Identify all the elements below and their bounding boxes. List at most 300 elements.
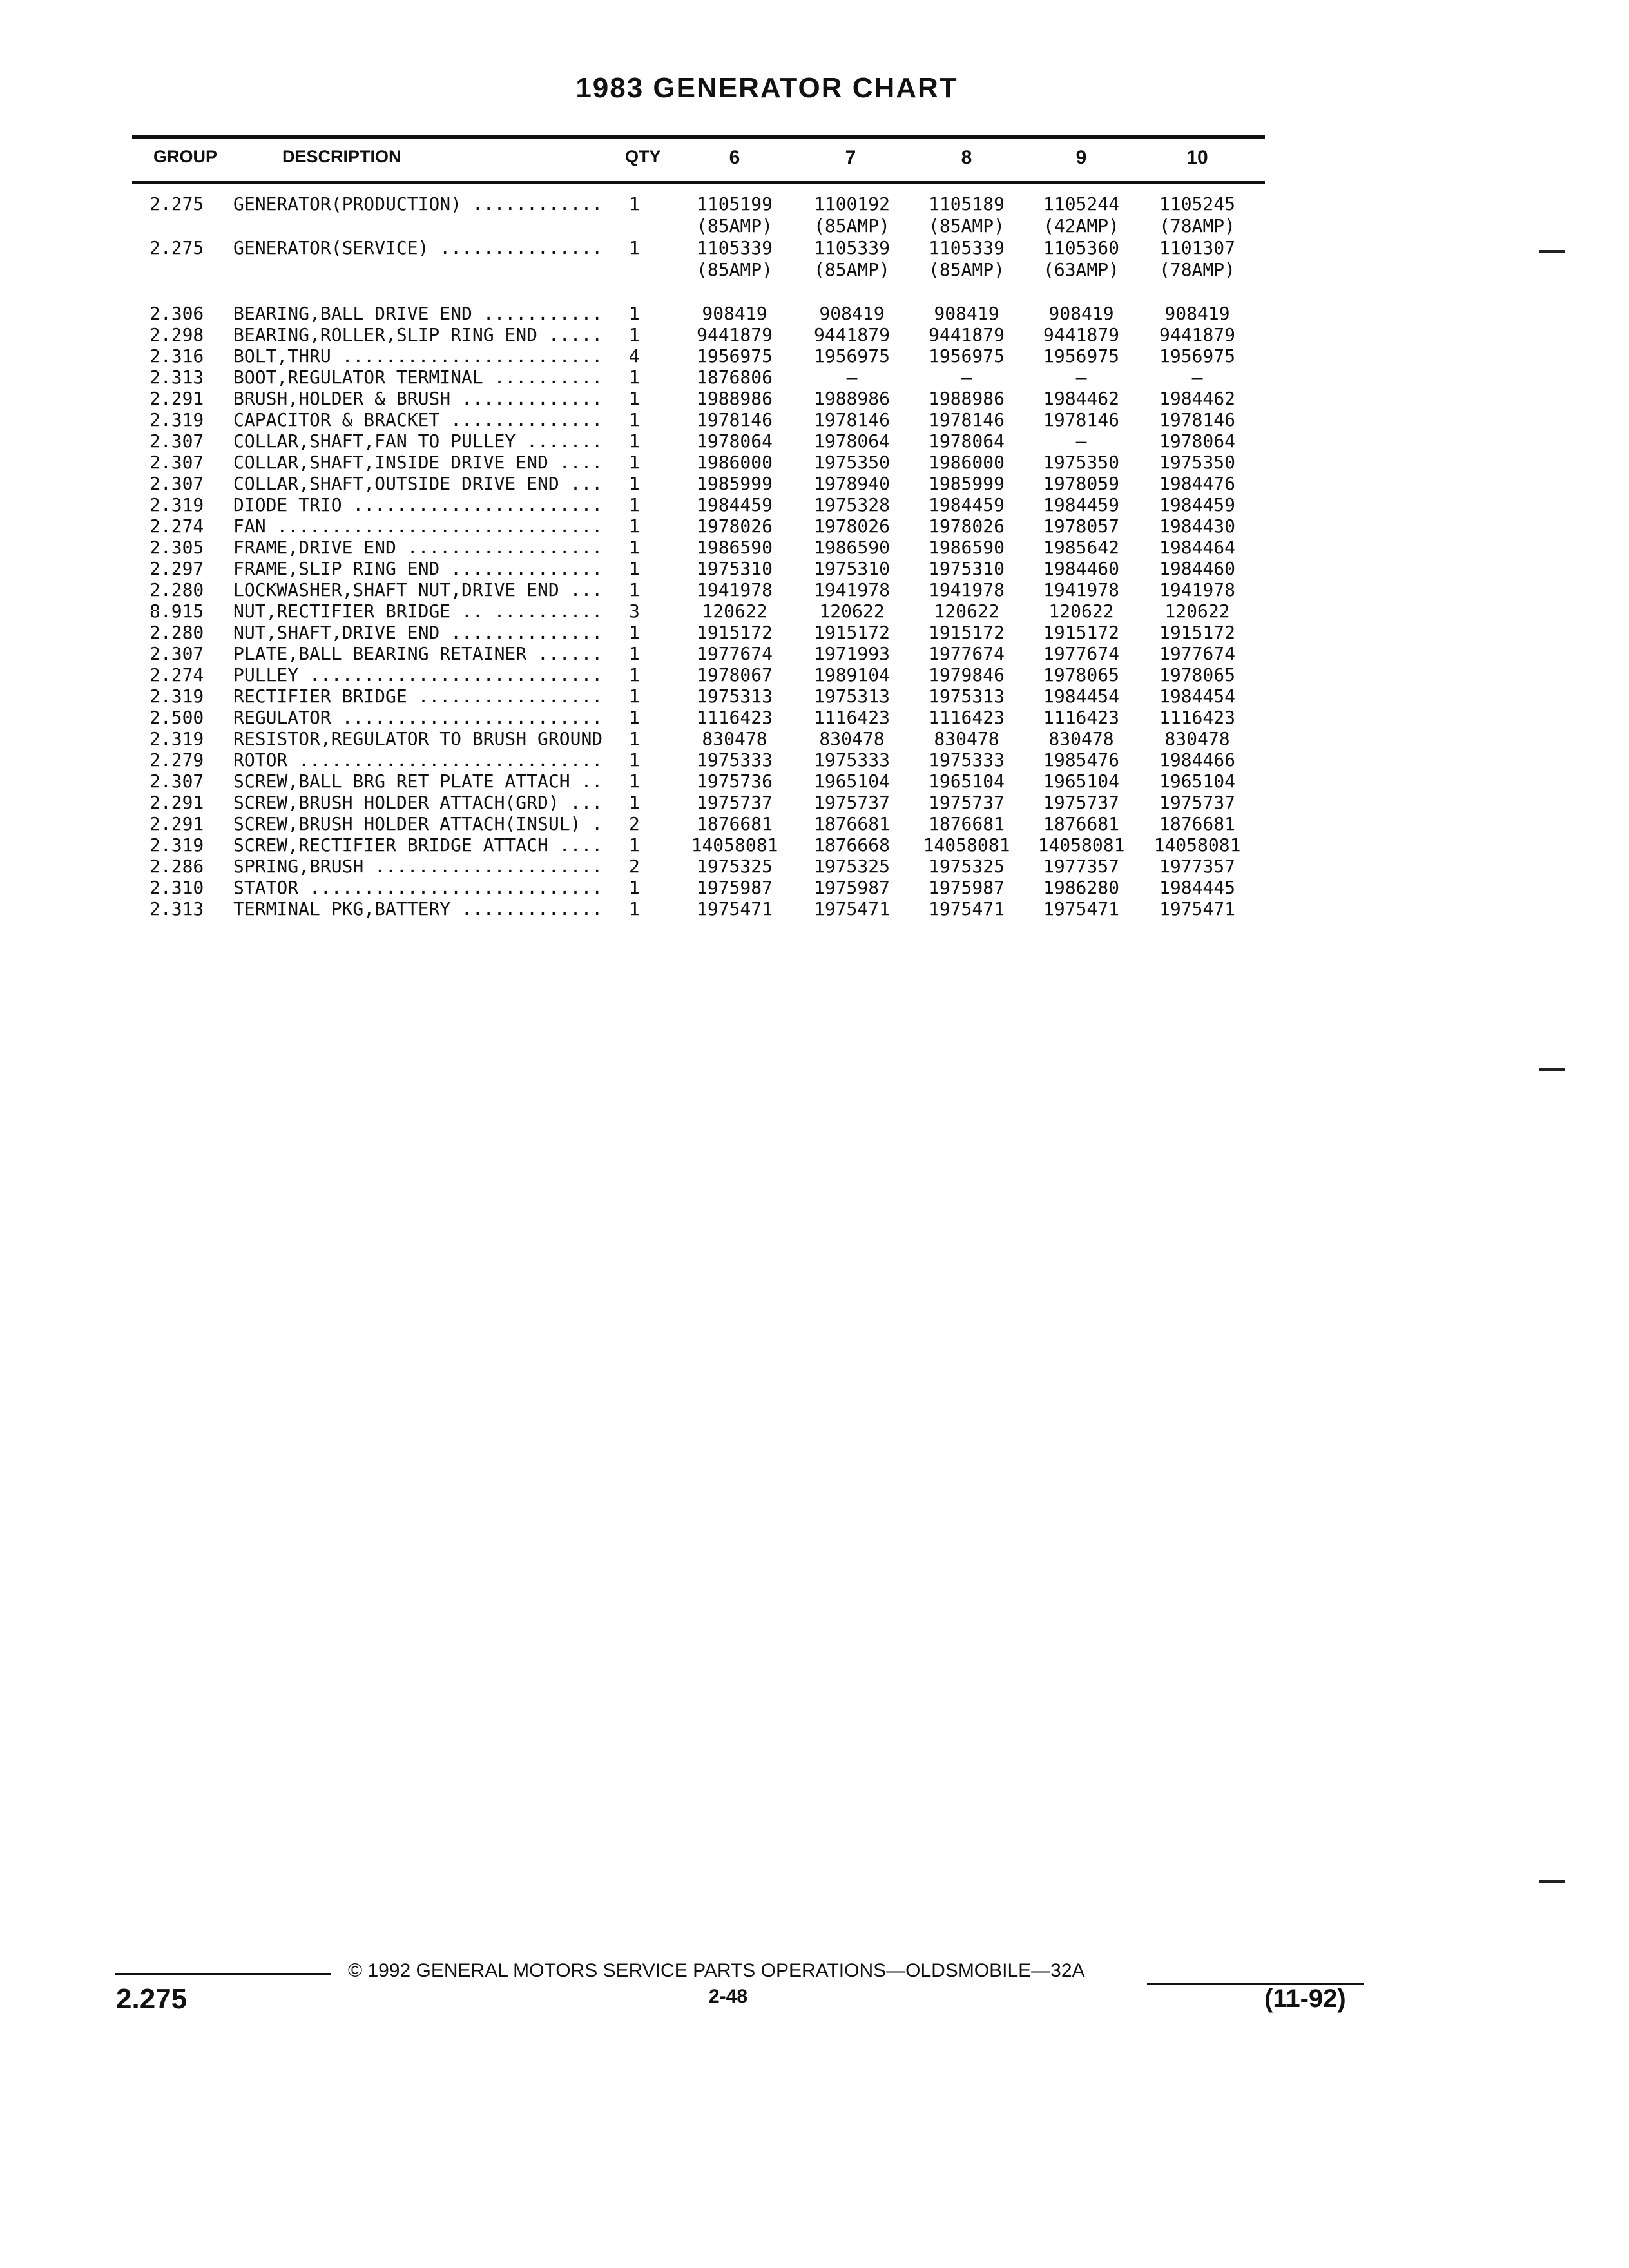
qty-cell: 1 bbox=[629, 324, 640, 345]
table-row bbox=[0, 537, 1629, 559]
part-number-cell: 1956975 bbox=[928, 345, 1005, 367]
qty-cell: 1 bbox=[629, 898, 640, 919]
part-number-cell: 120622 bbox=[1048, 601, 1114, 622]
qty-cell: 1 bbox=[629, 452, 640, 473]
table-row bbox=[0, 388, 1629, 410]
qty-cell: 1 bbox=[629, 749, 640, 771]
part-number-cell: 1965104 bbox=[813, 771, 890, 792]
qty-cell: 1 bbox=[629, 622, 640, 643]
part-number-cell: (78AMP) bbox=[1159, 215, 1235, 236]
part-number-cell: 1876681 bbox=[928, 813, 1005, 834]
part-number-cell: 1978146 bbox=[1043, 409, 1119, 430]
part-number-cell: 1876681 bbox=[1043, 813, 1119, 834]
description-cell: COLLAR,SHAFT,FAN TO PULLEY ....... bbox=[233, 430, 603, 452]
part-number-cell: 1977357 bbox=[1159, 856, 1235, 877]
part-number-cell: 1975737 bbox=[696, 792, 773, 813]
qty-cell: 1 bbox=[629, 409, 640, 430]
part-number-cell: 1975310 bbox=[696, 558, 773, 579]
group-cell: 2.310 bbox=[149, 877, 204, 898]
part-number-cell: 1986000 bbox=[928, 452, 1005, 473]
table-row bbox=[0, 324, 1629, 346]
part-number-cell: 1984445 bbox=[1159, 877, 1235, 898]
part-number-cell: 9441879 bbox=[1159, 324, 1235, 345]
part-number-cell: 1975333 bbox=[696, 749, 773, 771]
description-cell: PLATE,BALL BEARING RETAINER ...... bbox=[233, 643, 603, 664]
part-number-cell: (78AMP) bbox=[1159, 259, 1235, 280]
part-number-cell: 1984459 bbox=[1043, 494, 1119, 515]
group-cell: 2.275 bbox=[149, 193, 204, 215]
footer-copyright: © 1992 GENERAL MOTORS SERVICE PARTS OPERATIONS—OLDSMOBILE—32A bbox=[348, 1960, 1085, 1981]
qty-cell: 1 bbox=[629, 558, 640, 579]
description-cell: COLLAR,SHAFT,INSIDE DRIVE END .... bbox=[233, 452, 603, 473]
part-number-cell: 1978940 bbox=[813, 473, 890, 494]
description-cell: RESISTOR,REGULATOR TO BRUSH GROUND bbox=[233, 728, 603, 749]
part-number-cell: 14058081 bbox=[1153, 834, 1241, 856]
part-number-cell: 1978067 bbox=[696, 664, 773, 686]
part-number-cell: 1978057 bbox=[1043, 515, 1119, 537]
part-number-cell: 1975325 bbox=[813, 856, 890, 877]
qty-cell: 1 bbox=[629, 771, 640, 792]
part-number-cell: 1105339 bbox=[813, 237, 890, 258]
part-number-cell: 1116423 bbox=[696, 707, 773, 728]
part-number-cell: 1876668 bbox=[813, 834, 890, 856]
part-number-cell: 1975313 bbox=[696, 686, 773, 707]
part-number-cell: 1941978 bbox=[1043, 579, 1119, 601]
part-number-cell: 1985999 bbox=[928, 473, 1005, 494]
group-cell: 2.307 bbox=[149, 771, 204, 792]
group-cell: 2.500 bbox=[149, 707, 204, 728]
part-number-cell: 1956975 bbox=[1159, 345, 1235, 367]
part-number-cell: 1978026 bbox=[813, 515, 890, 537]
qty-cell: 1 bbox=[629, 193, 640, 215]
description-cell: BOOT,REGULATOR TERMINAL .......... bbox=[233, 367, 603, 388]
part-number-cell: 1876681 bbox=[696, 813, 773, 834]
description-cell: CAPACITOR & BRACKET .............. bbox=[233, 409, 603, 430]
part-number-cell: 1975987 bbox=[696, 877, 773, 898]
table-row bbox=[0, 367, 1629, 389]
part-number-cell: 1978065 bbox=[1043, 664, 1119, 686]
part-number-cell: 1915172 bbox=[696, 622, 773, 643]
part-number-cell: 1876806 bbox=[696, 367, 773, 388]
part-number-cell: 1975350 bbox=[813, 452, 890, 473]
description-cell: BEARING,ROLLER,SLIP RING END ..... bbox=[233, 324, 603, 345]
description-cell: STATOR ........................... bbox=[233, 877, 603, 898]
table-row bbox=[0, 728, 1629, 750]
part-number-cell: 1978065 bbox=[1159, 664, 1235, 686]
part-number-cell: 9441879 bbox=[813, 324, 890, 345]
part-number-cell: 1984462 bbox=[1043, 388, 1119, 409]
part-number-cell: 1988986 bbox=[813, 388, 890, 409]
qty-cell: 1 bbox=[629, 430, 640, 452]
part-number-cell: 1986590 bbox=[928, 537, 1005, 558]
group-cell: 2.319 bbox=[149, 409, 204, 430]
group-cell: 2.307 bbox=[149, 452, 204, 473]
qty-cell: 1 bbox=[629, 728, 640, 749]
part-number-cell: 1105245 bbox=[1159, 193, 1235, 215]
qty-cell: 1 bbox=[629, 792, 640, 813]
group-cell: 2.291 bbox=[149, 813, 204, 834]
table-row bbox=[0, 749, 1629, 771]
header-col-9: 9 bbox=[1075, 147, 1087, 168]
header-qty: QTY bbox=[625, 147, 661, 166]
group-cell: 2.307 bbox=[149, 643, 204, 664]
part-number-cell: 1975737 bbox=[1043, 792, 1119, 813]
part-number-cell: 1876681 bbox=[813, 813, 890, 834]
header-col-8: 8 bbox=[961, 147, 972, 168]
part-number-cell: (85AMP) bbox=[928, 259, 1005, 280]
group-cell: 2.280 bbox=[149, 622, 204, 643]
description-cell: RECTIFIER BRIDGE ................. bbox=[233, 686, 603, 707]
part-number-cell: 908419 bbox=[934, 303, 999, 324]
qty-cell: 2 bbox=[629, 856, 640, 877]
footer-section-number: 2.275 bbox=[116, 1983, 188, 2015]
part-number-cell: 9441879 bbox=[928, 324, 1005, 345]
qty-cell: 1 bbox=[629, 643, 640, 664]
part-number-cell: 1984476 bbox=[1159, 473, 1235, 494]
qty-cell: 1 bbox=[629, 515, 640, 537]
table-row bbox=[0, 686, 1629, 707]
part-number-cell: 830478 bbox=[934, 728, 999, 749]
part-number-cell: 1975333 bbox=[928, 749, 1005, 771]
table-row bbox=[0, 237, 1629, 259]
part-number-cell: 1975313 bbox=[928, 686, 1005, 707]
qty-cell: 3 bbox=[629, 601, 640, 622]
part-number-cell: 1975313 bbox=[813, 686, 890, 707]
qty-cell: 2 bbox=[629, 813, 640, 834]
part-number-cell: 1978146 bbox=[928, 409, 1005, 430]
part-number-cell: 1977357 bbox=[1043, 856, 1119, 877]
part-number-cell: 1984454 bbox=[1043, 686, 1119, 707]
part-number-cell: 120622 bbox=[819, 601, 885, 622]
footer-page-number: 2-48 bbox=[709, 1986, 748, 2007]
part-number-cell: 1978064 bbox=[696, 430, 773, 452]
part-number-cell: 1977674 bbox=[1043, 643, 1119, 664]
part-number-cell: 1975350 bbox=[1043, 452, 1119, 473]
table-row bbox=[0, 452, 1629, 474]
description-cell: FAN .............................. bbox=[233, 515, 603, 537]
table-row bbox=[0, 664, 1629, 686]
qty-cell: 1 bbox=[629, 579, 640, 601]
part-number-cell: 1105339 bbox=[928, 237, 1005, 258]
part-number-cell: (85AMP) bbox=[813, 259, 890, 280]
qty-cell: 1 bbox=[629, 686, 640, 707]
part-number-cell: 908419 bbox=[1164, 303, 1230, 324]
part-number-cell: 14058081 bbox=[1037, 834, 1125, 856]
group-cell: 2.298 bbox=[149, 324, 204, 345]
part-number-cell: 1984466 bbox=[1159, 749, 1235, 771]
margin-mark bbox=[1539, 1880, 1565, 1883]
table-row bbox=[0, 215, 1629, 237]
part-number-cell: 1975471 bbox=[696, 898, 773, 919]
part-number-cell: 1105189 bbox=[928, 193, 1005, 215]
part-number-cell: 1984460 bbox=[1043, 558, 1119, 579]
qty-cell: 1 bbox=[629, 303, 640, 324]
table-row bbox=[0, 707, 1629, 729]
qty-cell: 1 bbox=[629, 473, 640, 494]
header-col-6: 6 bbox=[729, 147, 740, 168]
part-number-cell: 1988986 bbox=[696, 388, 773, 409]
description-cell: FRAME,SLIP RING END .............. bbox=[233, 558, 603, 579]
part-number-cell: 14058081 bbox=[923, 834, 1010, 856]
group-cell: 2.291 bbox=[149, 792, 204, 813]
table-row bbox=[0, 494, 1629, 516]
part-number-cell: 1975987 bbox=[928, 877, 1005, 898]
table-row bbox=[0, 898, 1629, 920]
table-row bbox=[0, 813, 1629, 835]
part-number-cell: 1984454 bbox=[1159, 686, 1235, 707]
part-number-cell: 908419 bbox=[1048, 303, 1114, 324]
description-cell: DIODE TRIO ....................... bbox=[233, 494, 603, 515]
part-number-cell: 1941978 bbox=[1159, 579, 1235, 601]
table-row bbox=[0, 601, 1629, 622]
part-number-cell: 9441879 bbox=[1043, 324, 1119, 345]
group-cell: 2.319 bbox=[149, 834, 204, 856]
part-number-cell: 1975333 bbox=[813, 749, 890, 771]
description-cell: BEARING,BALL DRIVE END ........... bbox=[233, 303, 603, 324]
part-number-cell: 1915172 bbox=[928, 622, 1005, 643]
description-cell: SCREW,BRUSH HOLDER ATTACH(INSUL) . bbox=[233, 813, 603, 834]
description-cell: PULLEY ........................... bbox=[233, 664, 603, 686]
part-number-cell: 1978146 bbox=[1159, 409, 1235, 430]
margin-mark bbox=[1539, 1068, 1565, 1071]
part-number-cell: — bbox=[1075, 430, 1087, 452]
part-number-cell: 1975310 bbox=[928, 558, 1005, 579]
table-row bbox=[0, 193, 1629, 215]
group-cell: 2.319 bbox=[149, 494, 204, 515]
part-number-cell: 1978026 bbox=[928, 515, 1005, 537]
part-number-cell: 120622 bbox=[702, 601, 767, 622]
part-number-cell: 1975737 bbox=[813, 792, 890, 813]
part-number-cell: 1985476 bbox=[1043, 749, 1119, 771]
group-cell: 2.274 bbox=[149, 664, 204, 686]
part-number-cell: 1986590 bbox=[813, 537, 890, 558]
group-cell: 2.306 bbox=[149, 303, 204, 324]
part-number-cell: 1975471 bbox=[1043, 898, 1119, 919]
footer-revision-date: (11-92) bbox=[1264, 1984, 1346, 2013]
part-number-cell: 1971993 bbox=[813, 643, 890, 664]
part-number-cell: 1989104 bbox=[813, 664, 890, 686]
part-number-cell: 1965104 bbox=[1159, 771, 1235, 792]
qty-cell: 1 bbox=[629, 877, 640, 898]
description-cell: BRUSH,HOLDER & BRUSH ............. bbox=[233, 388, 603, 409]
part-number-cell: 1984459 bbox=[696, 494, 773, 515]
part-number-cell: 1985642 bbox=[1043, 537, 1119, 558]
part-number-cell: 1978059 bbox=[1043, 473, 1119, 494]
part-number-cell: 1876681 bbox=[1159, 813, 1235, 834]
part-number-cell: 1915172 bbox=[1043, 622, 1119, 643]
qty-cell: 1 bbox=[629, 834, 640, 856]
qty-cell: 1 bbox=[629, 494, 640, 515]
part-number-cell: 1975736 bbox=[696, 771, 773, 792]
group-cell: 2.275 bbox=[149, 237, 204, 258]
description-cell: GENERATOR(SERVICE) ............... bbox=[233, 237, 603, 258]
part-number-cell: 1105360 bbox=[1043, 237, 1119, 258]
table-row bbox=[0, 259, 1629, 281]
description-cell: COLLAR,SHAFT,OUTSIDE DRIVE END ... bbox=[233, 473, 603, 494]
description-cell: FRAME,DRIVE END .................. bbox=[233, 537, 603, 558]
header-col-10: 10 bbox=[1186, 147, 1208, 168]
qty-cell: 1 bbox=[629, 707, 640, 728]
part-number-cell: 1915172 bbox=[1159, 622, 1235, 643]
part-number-cell: 1988986 bbox=[928, 388, 1005, 409]
part-number-cell: 1979846 bbox=[928, 664, 1005, 686]
part-number-cell: 1941978 bbox=[696, 579, 773, 601]
table-row bbox=[0, 834, 1629, 856]
part-number-cell: 14058081 bbox=[691, 834, 778, 856]
part-number-cell: 1941978 bbox=[928, 579, 1005, 601]
description-cell: SCREW,BRUSH HOLDER ATTACH(GRD) ... bbox=[233, 792, 603, 813]
qty-cell: 1 bbox=[629, 367, 640, 388]
group-cell: 2.279 bbox=[149, 749, 204, 771]
part-number-cell: 830478 bbox=[702, 728, 767, 749]
table-row bbox=[0, 303, 1629, 325]
part-number-cell: 1105339 bbox=[696, 237, 773, 258]
part-number-cell: 1975328 bbox=[813, 494, 890, 515]
part-number-cell: 1965104 bbox=[928, 771, 1005, 792]
part-number-cell: 1986590 bbox=[696, 537, 773, 558]
table-row bbox=[0, 643, 1629, 665]
part-number-cell: 1956975 bbox=[696, 345, 773, 367]
group-cell: 2.297 bbox=[149, 558, 204, 579]
part-number-cell: 1975471 bbox=[1159, 898, 1235, 919]
group-cell: 2.286 bbox=[149, 856, 204, 877]
qty-cell: 1 bbox=[629, 388, 640, 409]
part-number-cell: 9441879 bbox=[696, 324, 773, 345]
part-number-cell: 1975325 bbox=[928, 856, 1005, 877]
table-row bbox=[0, 409, 1629, 431]
part-number-cell: 1100192 bbox=[813, 193, 890, 215]
part-number-cell: 1978064 bbox=[928, 430, 1005, 452]
part-number-cell: 1984459 bbox=[1159, 494, 1235, 515]
part-number-cell: 1975310 bbox=[813, 558, 890, 579]
description-cell: SCREW,RECTIFIER BRIDGE ATTACH .... bbox=[233, 834, 603, 856]
part-number-cell: 1978064 bbox=[813, 430, 890, 452]
part-number-cell: 830478 bbox=[819, 728, 885, 749]
table-row bbox=[0, 515, 1629, 537]
part-number-cell: (85AMP) bbox=[813, 215, 890, 236]
description-cell: BOLT,THRU ........................ bbox=[233, 345, 603, 367]
footer-rule-left bbox=[115, 1973, 331, 1975]
header-description: DESCRIPTION bbox=[282, 147, 401, 166]
part-number-cell: 1975325 bbox=[696, 856, 773, 877]
group-cell: 2.319 bbox=[149, 728, 204, 749]
part-number-cell: 1956975 bbox=[1043, 345, 1119, 367]
part-number-cell: 1984430 bbox=[1159, 515, 1235, 537]
table-header-rule bbox=[132, 181, 1265, 184]
part-number-cell: 1975350 bbox=[1159, 452, 1235, 473]
header-col-7: 7 bbox=[845, 147, 856, 168]
table-row bbox=[0, 771, 1629, 793]
part-number-cell: (85AMP) bbox=[696, 215, 773, 236]
table-row bbox=[0, 856, 1629, 878]
part-number-cell: (85AMP) bbox=[928, 215, 1005, 236]
group-cell: 2.316 bbox=[149, 345, 204, 367]
part-number-cell: 1977674 bbox=[928, 643, 1005, 664]
description-cell: SCREW,BALL BRG RET PLATE ATTACH .. bbox=[233, 771, 603, 792]
part-number-cell: 1975737 bbox=[928, 792, 1005, 813]
part-number-cell: 1975737 bbox=[1159, 792, 1235, 813]
table-row bbox=[0, 579, 1629, 601]
part-number-cell: — bbox=[1191, 367, 1203, 388]
description-cell: REGULATOR ........................ bbox=[233, 707, 603, 728]
table-row bbox=[0, 345, 1629, 367]
part-number-cell: 1915172 bbox=[813, 622, 890, 643]
part-number-cell: 1984460 bbox=[1159, 558, 1235, 579]
group-cell: 2.274 bbox=[149, 515, 204, 537]
description-cell: NUT,RECTIFIER BRIDGE .. .......... bbox=[233, 601, 603, 622]
part-number-cell: 1116423 bbox=[1159, 707, 1235, 728]
part-number-cell: 1965104 bbox=[1043, 771, 1119, 792]
part-number-cell: 1975471 bbox=[928, 898, 1005, 919]
group-cell: 2.305 bbox=[149, 537, 204, 558]
group-cell: 2.313 bbox=[149, 367, 204, 388]
qty-cell: 1 bbox=[629, 537, 640, 558]
table-top-rule bbox=[132, 135, 1265, 139]
part-number-cell: (63AMP) bbox=[1043, 259, 1119, 280]
group-cell: 2.291 bbox=[149, 388, 204, 409]
part-number-cell: 120622 bbox=[1164, 601, 1230, 622]
part-number-cell: 1986000 bbox=[696, 452, 773, 473]
header-group: GROUP bbox=[153, 147, 218, 166]
group-cell: 2.280 bbox=[149, 579, 204, 601]
part-number-cell: 1116423 bbox=[1043, 707, 1119, 728]
group-cell: 2.313 bbox=[149, 898, 204, 919]
table-row bbox=[0, 877, 1629, 899]
description-cell: NUT,SHAFT,DRIVE END .............. bbox=[233, 622, 603, 643]
group-cell: 2.307 bbox=[149, 473, 204, 494]
margin-mark bbox=[1539, 250, 1565, 253]
description-cell: LOCKWASHER,SHAFT NUT,DRIVE END ... bbox=[233, 579, 603, 601]
part-number-cell: 1977674 bbox=[696, 643, 773, 664]
qty-cell: 1 bbox=[629, 664, 640, 686]
part-number-cell: 1978146 bbox=[696, 409, 773, 430]
part-number-cell: 1941978 bbox=[813, 579, 890, 601]
qty-cell: 1 bbox=[629, 237, 640, 258]
part-number-cell: 830478 bbox=[1048, 728, 1114, 749]
part-number-cell: 1985999 bbox=[696, 473, 773, 494]
description-cell: TERMINAL PKG,BATTERY ............. bbox=[233, 898, 603, 919]
part-number-cell: 1105244 bbox=[1043, 193, 1119, 215]
part-number-cell: — bbox=[846, 367, 858, 388]
part-number-cell: 908419 bbox=[702, 303, 767, 324]
description-cell: SPRING,BRUSH ..................... bbox=[233, 856, 603, 877]
table-row bbox=[0, 622, 1629, 644]
description-cell: ROTOR ............................ bbox=[233, 749, 603, 771]
table-row bbox=[0, 430, 1629, 452]
part-number-cell: 1975987 bbox=[813, 877, 890, 898]
part-number-cell: 1105199 bbox=[696, 193, 773, 215]
part-number-cell: 1101307 bbox=[1159, 237, 1235, 258]
part-number-cell: 1978146 bbox=[813, 409, 890, 430]
group-cell: 2.319 bbox=[149, 686, 204, 707]
part-number-cell: 120622 bbox=[934, 601, 999, 622]
part-number-cell: 830478 bbox=[1164, 728, 1230, 749]
table-row bbox=[0, 473, 1629, 495]
part-number-cell: 1984464 bbox=[1159, 537, 1235, 558]
part-number-cell: — bbox=[961, 367, 972, 388]
qty-cell: 4 bbox=[629, 345, 640, 367]
part-number-cell: 1116423 bbox=[813, 707, 890, 728]
part-number-cell: 1978026 bbox=[696, 515, 773, 537]
table-row bbox=[0, 792, 1629, 814]
part-number-cell: 1116423 bbox=[928, 707, 1005, 728]
part-number-cell: 1975471 bbox=[813, 898, 890, 919]
part-number-cell: 1977674 bbox=[1159, 643, 1235, 664]
table-row bbox=[0, 558, 1629, 580]
part-number-cell: 1986280 bbox=[1043, 877, 1119, 898]
part-number-cell: (42AMP) bbox=[1043, 215, 1119, 236]
group-cell: 2.307 bbox=[149, 430, 204, 452]
